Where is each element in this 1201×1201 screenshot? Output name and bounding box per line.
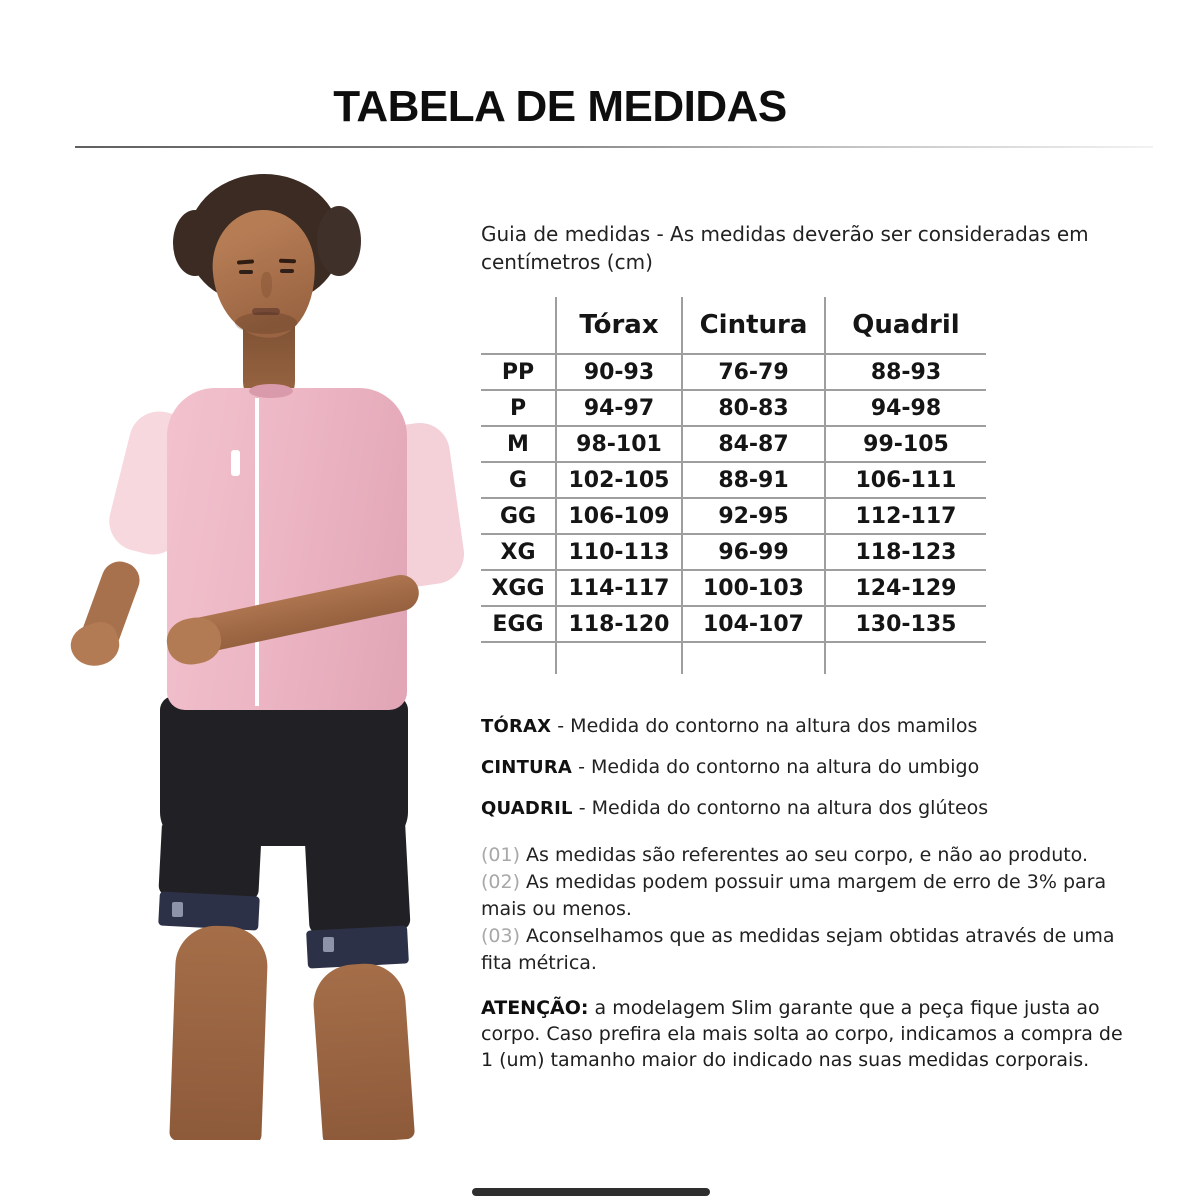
definition-text: - Medida do contorno na altura do umbigo <box>572 756 980 778</box>
bottom-bar <box>472 1188 710 1196</box>
measure-cell: 94-97 <box>556 390 682 426</box>
model-left-shin <box>169 924 268 1140</box>
note-number: (02) <box>481 871 521 893</box>
model-hair-right <box>317 206 361 276</box>
column-header-quadril: Quadril <box>825 297 986 354</box>
measure-cell: 100-103 <box>682 570 825 606</box>
table-row <box>481 534 986 570</box>
measure-cell: 110-113 <box>556 534 682 570</box>
definition-term: QUADRIL <box>481 798 573 819</box>
measure-cell: 92-95 <box>682 498 825 534</box>
title-divider <box>75 146 1153 148</box>
size-table-header-row <box>481 297 986 354</box>
model-photo <box>55 172 485 1140</box>
definition-cintura <box>481 755 1121 780</box>
table-rule-extension <box>481 642 986 674</box>
measure-cell: 96-99 <box>682 534 825 570</box>
column-header-torax: Tórax <box>556 297 682 354</box>
table-row <box>481 426 986 462</box>
table-row <box>481 390 986 426</box>
attention-text: a modelagem Slim garante que a peça fique justa ao corpo. Caso prefira ela mais solta ao corpo, indicamos a compra de 1 (um) tamanho maior do indicado nas suas medidas corporais. <box>481 997 1123 1071</box>
measure-cell: 94-98 <box>825 390 986 426</box>
model-leg-band-right <box>306 925 409 968</box>
size-table <box>481 297 986 674</box>
table-row <box>481 606 986 642</box>
measure-cell: 118-123 <box>825 534 986 570</box>
definition-quadril <box>481 796 1121 821</box>
model-nose <box>261 272 272 298</box>
model-chest-logo <box>231 450 240 476</box>
model-collar <box>249 384 293 398</box>
note-text: As medidas podem possuir uma margem de erro de 3% para mais ou menos. <box>481 871 1107 920</box>
definition-torax <box>481 714 1121 739</box>
model-beard-shadow <box>235 312 297 334</box>
note-item-01 <box>481 842 1141 869</box>
table-row <box>481 354 986 390</box>
model-left-eye <box>239 270 253 274</box>
measure-cell: 76-79 <box>682 354 825 390</box>
model-shorts <box>160 696 408 846</box>
table-rule-extension-cell <box>682 642 825 674</box>
definition-text: - Medida do contorno na altura dos mamilos <box>551 715 978 737</box>
attention-label: ATENÇÃO: <box>481 997 589 1019</box>
measure-cell: 106-109 <box>556 498 682 534</box>
page-title: TABELA DE MEDIDAS <box>333 82 787 131</box>
column-header-cintura: Cintura <box>682 297 825 354</box>
measure-cell: 112-117 <box>825 498 986 534</box>
size-label: PP <box>481 354 556 390</box>
measurement-guide-text: Guia de medidas - As medidas deverão ser consideradas em centímetros (cm) <box>481 222 1089 274</box>
measure-cell: 98-101 <box>556 426 682 462</box>
measure-cell: 106-111 <box>825 462 986 498</box>
model-right-eye <box>280 269 294 273</box>
note-text: Aconselhamos que as medidas sejam obtidas através de uma fita métrica. <box>481 925 1115 974</box>
size-label: G <box>481 462 556 498</box>
notes-list <box>481 842 1141 977</box>
measure-cell: 99-105 <box>825 426 986 462</box>
measure-cell: 114-117 <box>556 570 682 606</box>
table-row <box>481 498 986 534</box>
model-hair-left <box>173 210 217 276</box>
model-short-leg-right <box>304 825 410 934</box>
model-right-eyebrow <box>279 259 296 264</box>
size-column-header <box>481 297 556 354</box>
note-number: (03) <box>481 925 521 947</box>
definition-term: TÓRAX <box>481 716 552 737</box>
model-band-logo-left <box>172 902 183 917</box>
size-label: EGG <box>481 606 556 642</box>
measure-cell: 90-93 <box>556 354 682 390</box>
size-label: XG <box>481 534 556 570</box>
note-item-02 <box>481 869 1141 923</box>
measure-cell: 84-87 <box>682 426 825 462</box>
measure-cell: 80-83 <box>682 390 825 426</box>
measure-cell: 88-91 <box>682 462 825 498</box>
note-item-03 <box>481 923 1141 977</box>
measure-cell: 102-105 <box>556 462 682 498</box>
measure-cell: 104-107 <box>682 606 825 642</box>
note-number: (01) <box>481 844 521 866</box>
table-row <box>481 462 986 498</box>
size-label: P <box>481 390 556 426</box>
size-label: XGG <box>481 570 556 606</box>
size-label: GG <box>481 498 556 534</box>
measure-cell: 118-120 <box>556 606 682 642</box>
table-rule-extension-cell <box>825 642 986 674</box>
measure-cell: 130-135 <box>825 606 986 642</box>
measure-cell: 124-129 <box>825 570 986 606</box>
model-right-shin <box>311 961 415 1140</box>
attention-paragraph <box>481 995 1136 1073</box>
model-short-leg-left <box>158 825 262 900</box>
definitions-list <box>481 714 1121 837</box>
model-band-logo-right <box>323 937 334 952</box>
table-rule-extension-cell <box>481 642 556 674</box>
table-row <box>481 570 986 606</box>
measure-cell: 88-93 <box>825 354 986 390</box>
model-zipper <box>255 398 259 706</box>
size-label: M <box>481 426 556 462</box>
size-table-body <box>481 354 986 674</box>
definition-term: CINTURA <box>481 757 573 778</box>
definition-text: - Medida do contorno na altura dos glúteos <box>572 797 989 819</box>
note-text: As medidas são referentes ao seu corpo, e não ao produto. <box>520 844 1089 866</box>
table-rule-extension-cell <box>556 642 682 674</box>
